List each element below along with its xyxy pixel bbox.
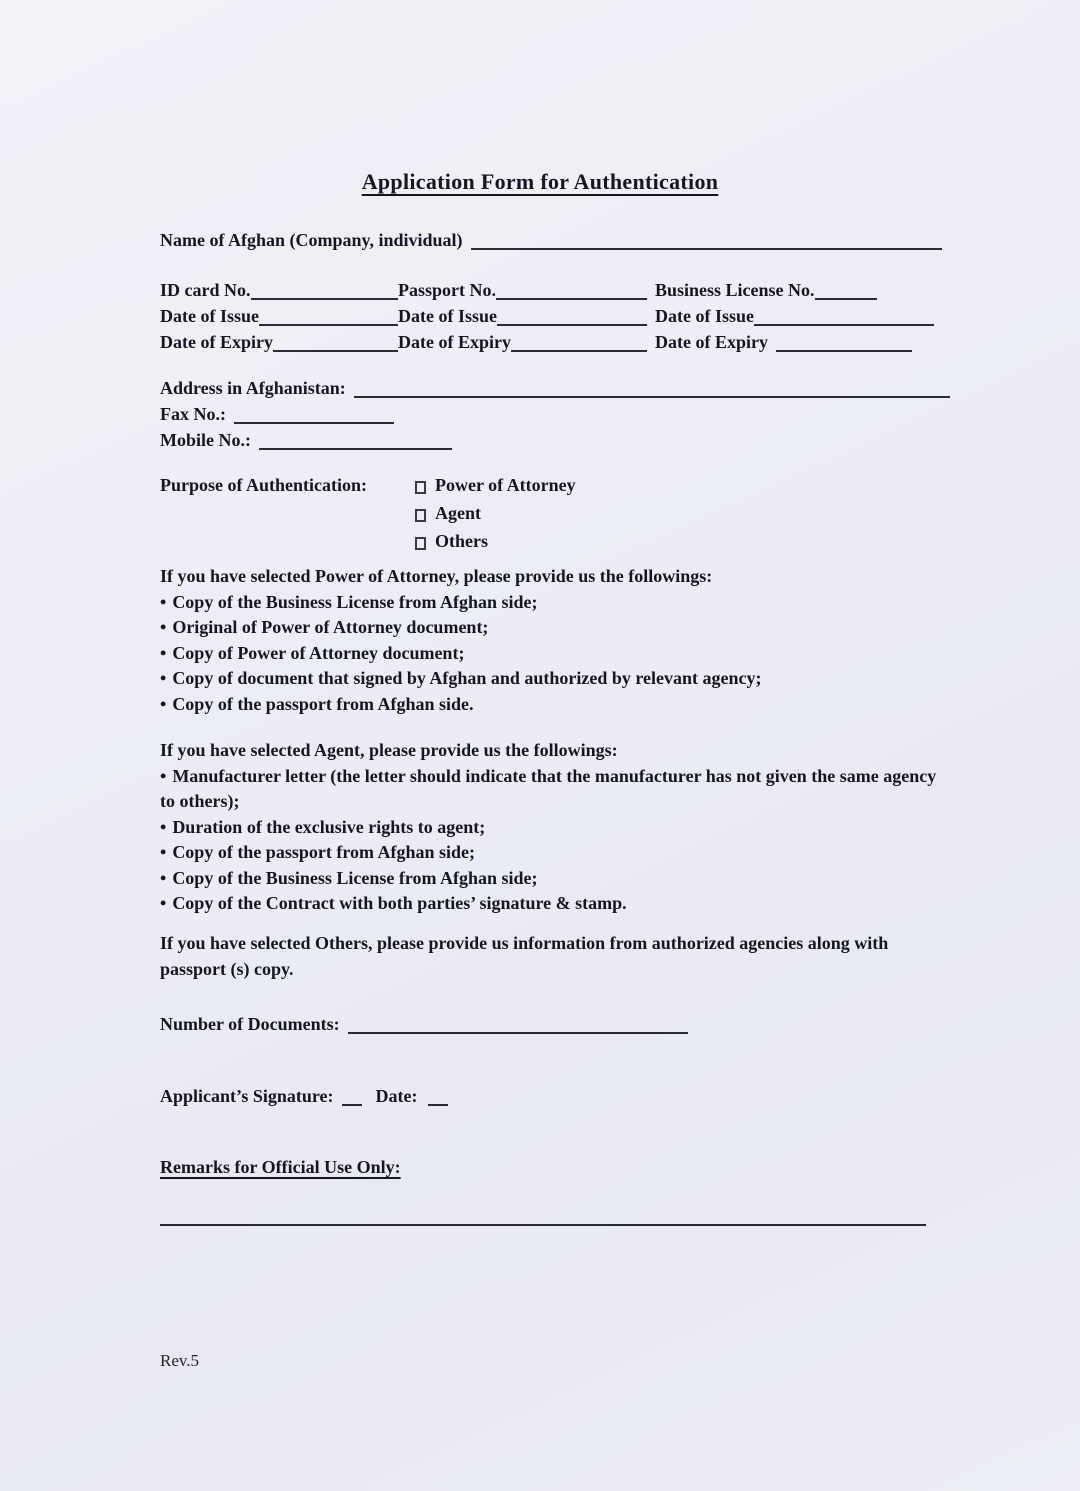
list-item [160, 891, 948, 917]
applicant-signature-blank-line [342, 1083, 362, 1106]
passport-issue-cell [398, 303, 655, 329]
business-license-no-cell [655, 277, 948, 303]
passport-issue-blank-line [497, 303, 647, 326]
form-title: Application Form for Authentication [361, 169, 719, 194]
purpose-block [160, 472, 948, 556]
contact-block [160, 375, 950, 453]
business-license-expiry-cell [655, 329, 948, 355]
passport-no-label: Passport No. [398, 280, 496, 300]
passport-no-blank-line [496, 277, 647, 300]
list-item [160, 666, 948, 692]
remarks-blank-line [160, 1224, 926, 1226]
fax-label: Fax No.: [160, 404, 226, 424]
purpose-option-row-agent [415, 500, 948, 528]
bullet-icon: • [160, 842, 167, 862]
id-card-expiry-cell [160, 329, 398, 355]
power-of-attorney-item: Copy of Power of Attorney document; [172, 642, 465, 663]
power-of-attorney-section [160, 564, 948, 717]
bullet-icon: • [160, 642, 167, 663]
documents-count-blank-line [348, 1011, 688, 1034]
id-card-no-label: ID card No. [160, 280, 251, 300]
passport-expiry-label: Date of Expiry [398, 332, 511, 352]
agent-item: Manufacturer letter (the letter should indicate that the manufacturer has not given the same agency to others); [160, 765, 937, 811]
purpose-label: Purpose of Authentication: [160, 475, 367, 495]
applicant-signature-label: Applicant’s Signature: [160, 1086, 334, 1106]
power-of-attorney-item: Copy of the passport from Afghan side. [172, 693, 474, 714]
agent-item: Copy of the Business License from Afghan side; [172, 867, 538, 888]
id-card-no-cell [160, 277, 398, 303]
power-of-attorney-heading: If you have selected Power of Attorney, please provide us the followings: [160, 566, 713, 586]
passport-expiry-blank-line [511, 329, 647, 352]
address-blank-line [354, 375, 950, 398]
mobile-row [160, 427, 950, 453]
purpose-option-row-power-of-attorney [160, 472, 948, 500]
list-item [160, 764, 948, 815]
id-card-issue-label: Date of Issue [160, 306, 259, 326]
bullet-icon: • [160, 816, 167, 837]
agent-item: Duration of the exclusive rights to agent; [172, 816, 486, 837]
revision-label: Rev.5 [160, 1351, 200, 1370]
id-table [160, 277, 948, 355]
bullet-icon: • [160, 617, 167, 637]
purpose-option-others: Others [435, 531, 488, 551]
list-item [160, 866, 948, 892]
signature-row [160, 1083, 948, 1109]
id-card-issue-cell [160, 303, 398, 329]
name-field-blank-line [471, 227, 942, 250]
fax-blank-line [234, 401, 394, 424]
bullet-icon: • [160, 668, 167, 688]
date-label: Date: [375, 1086, 418, 1106]
checkbox-agent-icon [415, 509, 426, 522]
agent-section [160, 738, 948, 917]
purpose-option-agent: Agent [435, 503, 481, 523]
id-card-expiry-blank-line [273, 329, 398, 352]
name-field-label: Name of Afghan (Company, individual) [160, 230, 463, 250]
list-item [160, 590, 948, 616]
checkbox-others-icon [415, 537, 426, 550]
list-item [160, 840, 948, 866]
agent-item: Copy of the Contract with both parties’ signature & stamp. [172, 893, 627, 913]
name-field-row [160, 227, 948, 253]
id-card-no-blank-line [251, 277, 399, 300]
business-license-issue-label: Date of Issue [655, 306, 754, 326]
power-of-attorney-item: Copy of document that signed by Afghan and authorized by relevant agency; [172, 668, 762, 688]
business-license-expiry-blank-line [776, 329, 912, 352]
purpose-option-row-others [415, 528, 948, 556]
passport-expiry-cell [398, 329, 655, 355]
mobile-label: Mobile No.: [160, 430, 251, 450]
list-item [160, 692, 948, 718]
documents-count-label: Number of Documents: [160, 1014, 340, 1034]
bullet-icon: • [160, 893, 167, 913]
documents-count-row [160, 1011, 948, 1037]
address-row [160, 375, 950, 401]
agent-heading: If you have selected Agent, please provide us the followings: [160, 740, 618, 760]
power-of-attorney-item: Copy of the Business License from Afghan side; [172, 591, 538, 612]
address-label: Address in Afghanistan: [160, 378, 346, 398]
power-of-attorney-item: Original of Power of Attorney document; [172, 617, 489, 637]
passport-issue-label: Date of Issue [398, 306, 497, 326]
agent-item: Copy of the passport from Afghan side; [172, 842, 475, 862]
id-card-expiry-label: Date of Expiry [160, 332, 273, 352]
fax-row [160, 401, 950, 427]
list-item [160, 641, 948, 667]
bullet-icon: • [160, 693, 167, 714]
mobile-blank-line [259, 427, 452, 450]
list-item [160, 615, 948, 641]
business-license-no-blank-line [815, 277, 877, 300]
checkbox-power-of-attorney-icon [415, 481, 426, 494]
bullet-icon: • [160, 765, 167, 786]
list-item [160, 815, 948, 841]
remarks-section [160, 1154, 948, 1180]
bullet-icon: • [160, 591, 167, 612]
bullet-icon: • [160, 867, 167, 888]
id-card-issue-blank-line [259, 303, 398, 326]
others-section: If you have selected Others, please provide us information from authorized agencies along with passport (s) copy. [160, 933, 889, 979]
purpose-option-power-of-attorney: Power of Attorney [435, 475, 576, 495]
remarks-heading: Remarks for Official Use Only: [160, 1157, 401, 1177]
business-license-issue-cell [655, 303, 948, 329]
date-blank-line [428, 1083, 448, 1106]
passport-no-cell [398, 277, 655, 303]
business-license-no-label: Business License No. [655, 280, 815, 300]
business-license-expiry-label: Date of Expiry [655, 332, 768, 352]
business-license-issue-blank-line [754, 303, 934, 326]
